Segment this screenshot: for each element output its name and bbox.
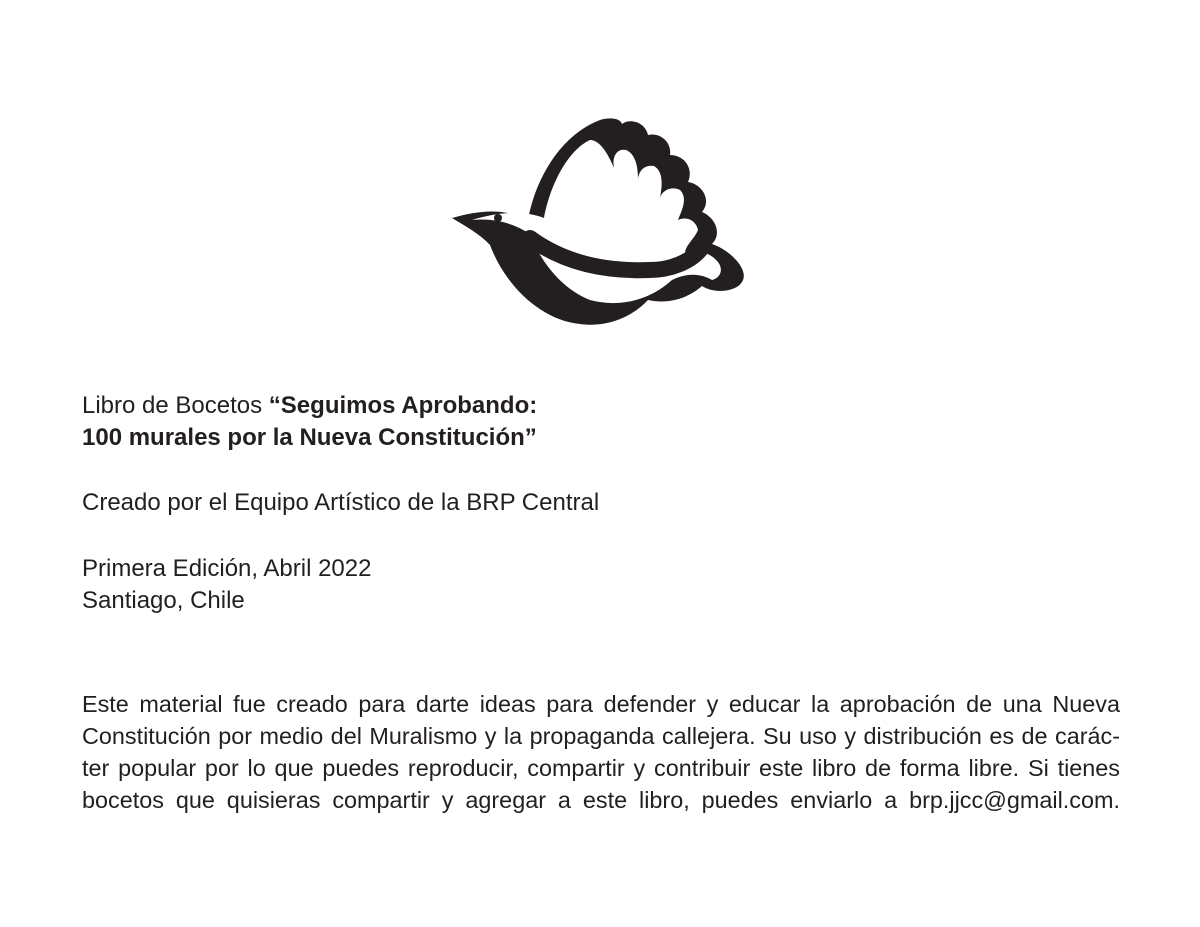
title-bold-part-2: 100 murales por la Nueva Constitución”	[82, 424, 537, 451]
title-bold-part-1: “Seguimos Aprobando:	[268, 392, 538, 419]
book-title	[82, 390, 1120, 454]
description-line: Este material fue creado para darte ideas para defender y educar la aprobación de una Nueva	[82, 691, 1120, 717]
dove-icon	[450, 110, 750, 340]
edition-info	[82, 553, 1120, 617]
description-line: Constitución por medio del Muralismo y la propaganda callejera. Su uso y distribución es de carác-	[82, 723, 1120, 749]
description-line: bocetos que quisieras compartir y agregar a este libro, puedes enviarlo a brp.jjcc@gmail.com.	[82, 787, 1120, 813]
credit-line: Creado por el Equipo Artístico de la BRP Central	[82, 489, 600, 516]
edition-place: Santiago, Chile	[82, 587, 245, 614]
description-line: ter popular por lo que puedes reproducir, compartir y contribuir este libro de forma libre. Si tienes	[82, 755, 1120, 781]
title-prefix: Libro de Bocetos	[82, 392, 269, 419]
title-line-1	[82, 390, 1120, 422]
description-paragraph	[82, 688, 1120, 816]
edition-date: Primera Edición, Abril 2022	[82, 555, 372, 582]
